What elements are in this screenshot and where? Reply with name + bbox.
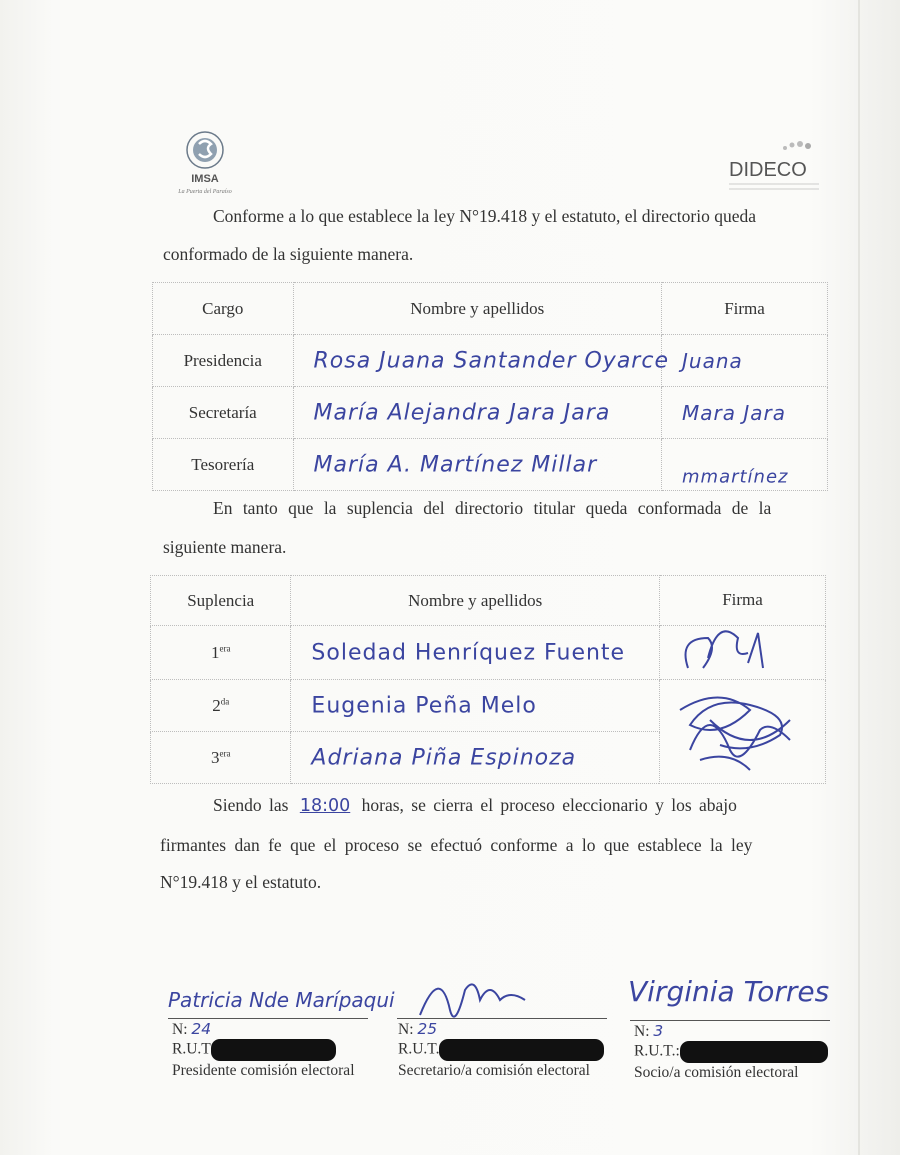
imsa-tagline: La Puerta del Paraíso	[178, 189, 232, 195]
dideco-logo	[725, 140, 825, 198]
cargo-cell: Tesorería	[153, 439, 294, 491]
ordinal-suffix: era	[219, 747, 231, 758]
handwritten-signature: Virginia Torres	[628, 975, 830, 1008]
handwritten-name: Adriana Piña Espinoza	[311, 745, 577, 770]
handwritten-name: María Alejandra Jara Jara	[313, 400, 611, 425]
signature-scribble	[660, 680, 820, 780]
signature-line	[168, 1018, 368, 1019]
handwritten-name: Rosa Juana Santander Oyarce	[313, 348, 669, 373]
name-cell	[293, 439, 662, 491]
header-nombre: Nombre y apellidos	[293, 283, 662, 335]
handwritten-signature: Patricia Nde Marípaqui	[168, 988, 395, 1012]
ordinal-number: 2	[212, 695, 221, 715]
closing-line-2: firmantes dan fe que el proceso se efectuó conforme a lo que establece la ley	[160, 835, 753, 855]
imsa-logo-text: IMSA	[191, 173, 219, 185]
table-header-row	[151, 576, 826, 626]
n-label: N:	[172, 1021, 188, 1038]
dideco-logo-text: DIDECO	[729, 159, 807, 181]
closing-line-1	[213, 795, 737, 817]
cargo-cell: Secretaría	[153, 387, 294, 439]
n-value: 24	[191, 1020, 212, 1038]
firma-cell	[662, 335, 828, 387]
intro-line-1: Conforme a lo que establece la ley N°19.418 y el estatuto, el directorio queda	[213, 206, 756, 226]
handwritten-name: Eugenia Peña Melo	[311, 693, 537, 718]
closing-text-a: Siendo las	[213, 795, 289, 815]
signature-line	[397, 1018, 607, 1019]
redaction-bar	[439, 1039, 604, 1061]
redaction-bar	[211, 1039, 336, 1061]
handwritten-signature: Juana	[682, 348, 743, 373]
header-firma: Firma	[659, 576, 825, 626]
firma-cell	[662, 439, 828, 491]
handwritten-time: 18:00	[299, 796, 351, 816]
name-cell	[291, 680, 660, 732]
closing-line-3: N°19.418 y el estatuto.	[160, 872, 322, 892]
signature-block-president	[172, 1020, 355, 1081]
redaction-bar	[680, 1041, 828, 1063]
rut-label: R.U.T.:	[634, 1042, 680, 1060]
rut-label: R.U.T.	[398, 1040, 440, 1058]
name-cell	[291, 626, 660, 680]
handwritten-name: María A. Martínez Millar	[313, 452, 598, 477]
ordinal-number: 1	[210, 642, 220, 662]
header-suplencia: Suplencia	[151, 576, 291, 626]
firma-cell	[659, 626, 825, 680]
table-header-row	[153, 283, 828, 335]
n-label: N:	[634, 1023, 650, 1040]
name-cell	[293, 387, 662, 439]
table-row	[151, 680, 826, 732]
paper-edge	[858, 0, 860, 1155]
handwritten-signature: Mara Jara	[682, 400, 786, 425]
signature-block-secretary	[398, 1020, 604, 1081]
ordinal-cell	[151, 680, 291, 732]
cargo-cell: Presidencia	[153, 335, 294, 387]
role-label: Socio/a comisión electoral	[634, 1064, 799, 1082]
signature-block-member	[634, 1022, 828, 1083]
firma-cell	[659, 680, 825, 784]
ordinal-cell	[151, 732, 291, 784]
middle-line-2: siguiente manera.	[163, 537, 287, 557]
table-row	[153, 439, 828, 491]
table-row	[153, 335, 828, 387]
header-cargo: Cargo	[153, 283, 294, 335]
header-firma: Firma	[662, 283, 828, 335]
ordinal-cell	[151, 626, 291, 680]
table-row	[151, 626, 826, 680]
closing-text-b: horas, se cierra el proceso eleccionario y los abajo	[361, 795, 737, 815]
intro-line-2: conformado de la siguiente manera.	[163, 244, 414, 264]
role-label: Secretario/a comisión electoral	[398, 1062, 590, 1080]
role-label: Presidente comisión electoral	[172, 1062, 355, 1080]
signature-scribble	[668, 628, 788, 678]
name-cell	[291, 732, 660, 784]
middle-line-1: En tanto que la suplencia del directorio titular queda conformada de la	[213, 498, 772, 518]
signature-line	[630, 1020, 830, 1021]
rut-label: R.U.T	[172, 1040, 211, 1058]
directorio-table	[152, 282, 828, 491]
n-label: N:	[398, 1021, 414, 1038]
suplencia-table	[150, 575, 826, 784]
header-nombre: Nombre y apellidos	[291, 576, 660, 626]
name-cell	[293, 335, 669, 387]
n-value: 25	[417, 1020, 438, 1038]
handwritten-signature: mmartínez	[682, 466, 789, 488]
imsa-logo	[165, 130, 255, 200]
firma-cell	[662, 387, 828, 439]
ordinal-suffix: era	[219, 642, 231, 653]
ordinal-number: 3	[210, 747, 220, 767]
table-row	[153, 387, 828, 439]
n-value: 3	[653, 1022, 664, 1040]
ordinal-suffix: da	[220, 695, 230, 706]
handwritten-name: Soledad Henríquez Fuente	[311, 640, 626, 665]
